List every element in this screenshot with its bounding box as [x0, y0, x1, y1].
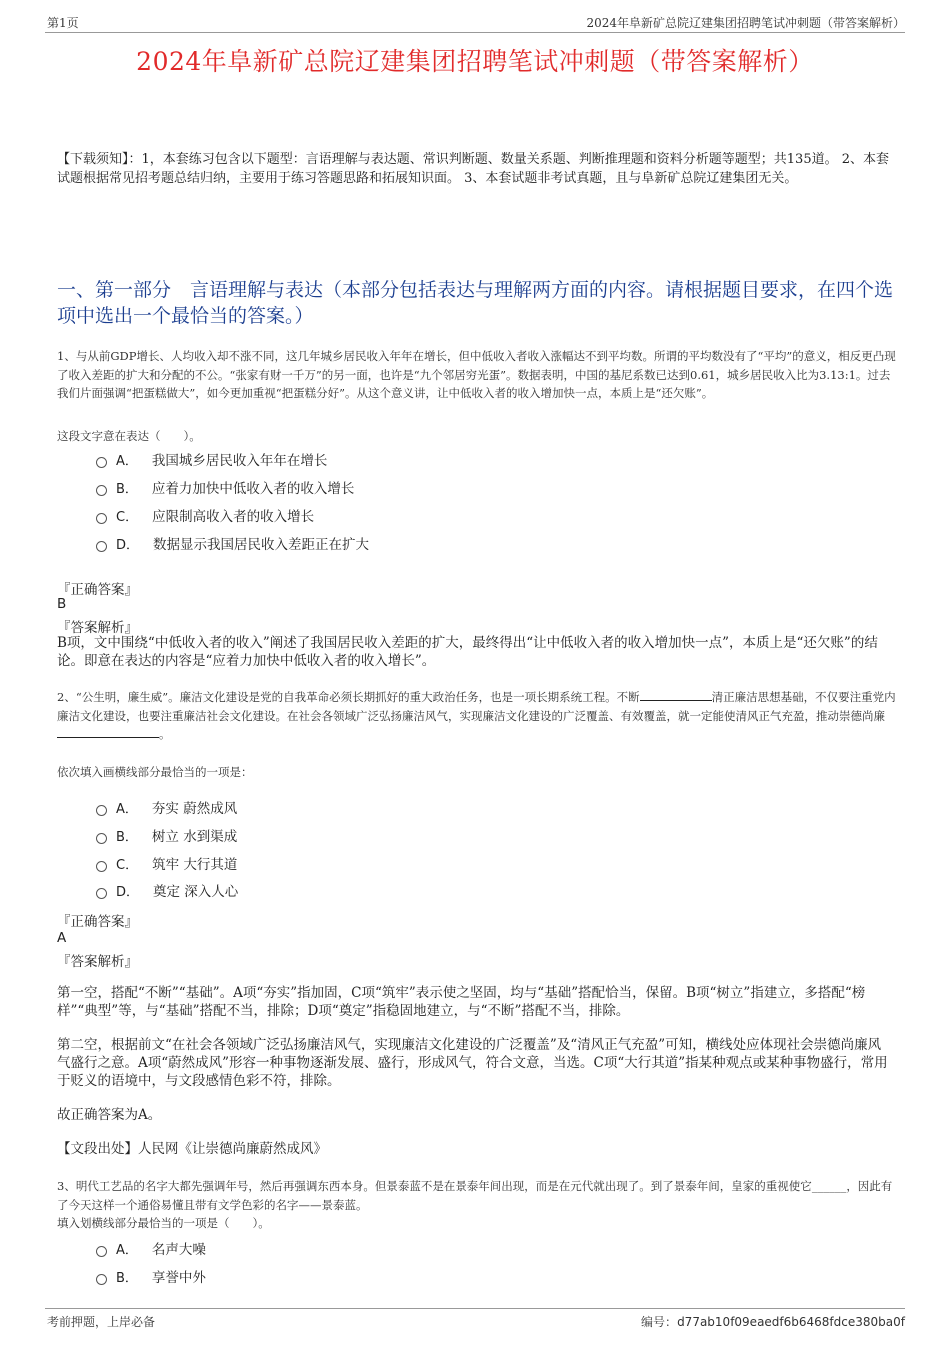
question-1-prompt: 这段文字意在表达（ ）。 — [57, 429, 201, 443]
header-divider — [45, 32, 905, 33]
question-1-option-a[interactable]: A． 我国城乡居民收入年年在增长 — [96, 449, 327, 469]
radio-icon[interactable] — [96, 888, 107, 899]
question-2-prompt: 依次填入画横线部分最恰当的一项是： — [57, 765, 253, 779]
radio-icon[interactable] — [96, 541, 107, 552]
question-1-option-c[interactable]: C． 应限制高收入者的收入增长 — [96, 505, 314, 525]
question-3-option-b[interactable]: B． 享誉中外 — [96, 1266, 206, 1286]
question-2-source: 【文段出处】人民网《让崇德尚廉蔚然成风》 — [57, 1141, 327, 1157]
fill-blank — [640, 688, 712, 701]
radio-icon[interactable] — [96, 513, 107, 524]
question-1-correct-answer-label: 『正确答案』 — [57, 582, 138, 598]
question-1-stem: 1、与从前GDP增长、人均收入却不涨不同，这几年城乡居民收入年年在增长，但中低收入者收入涨幅达不到平均数。所谓的平均数没有了“平均”的意义，相反更凸现了收入差距的扩大和分配的不公。“张家有财一千万”的另一面，也许是“九个邻居穷光蛋”。数据表明，中国的基尼系数已达到0.61，城乡居民收入比为3.13:1。过去我们片面强调“把蛋糕做大”，如今更加重视“把蛋糕分好”。从这个意义讲，让中低收入者的收入增加快一点，本质上是“还欠账”。 — [57, 349, 896, 400]
question-1-answer: B — [57, 596, 67, 612]
question-2-answer: A — [57, 930, 67, 946]
question-2-explanation-label: 『答案解析』 — [57, 954, 138, 970]
page-title: 2024年阜新矿总院辽建集团招聘笔试冲刺题（带答案解析） — [136, 47, 814, 76]
header-doc-title: 2024年阜新矿总院辽建集团招聘笔试冲刺题（带答案解析） — [586, 16, 905, 30]
page-number: 第1页 — [47, 16, 79, 30]
question-1-option-d[interactable]: D． 数据显示我国居民收入差距正在扩大 — [96, 533, 369, 553]
question-1-explanation: B项，文中围绕“中低收入者的收入”阐述了我国居民收入差距的扩大，最终得出“让中低收入者的收入增加快一点”，本质上是“还欠账”的结论。即意在表达的内容是“应着力加快中低收入者的收入增长”。 — [57, 635, 878, 669]
question-3-option-a[interactable]: A． 名声大噪 — [96, 1238, 206, 1258]
question-2-stem: 2、“公生明，廉生威”。廉洁文化建设是党的自我革命必须长期抓好的重大政治任务，也是一项长期系统工程。不断 清正廉洁思想基础，不仅要注重党内廉洁文化建设，也要注重廉洁社会文化建设。在社会各领域广泛弘扬廉洁风气，实现廉洁文化建设的广泛覆盖、有效覆盖，就一定能使清风正气充盈，推动崇德尚廉。 — [57, 690, 896, 741]
radio-icon[interactable] — [96, 1274, 107, 1285]
question-2-option-a[interactable]: A． 夯实 蔚然成风 — [96, 797, 237, 817]
radio-icon[interactable] — [96, 457, 107, 468]
question-1-option-b[interactable]: B． 应着力加快中低收入者的收入增长 — [96, 477, 354, 497]
footer-code: 编号：d77ab10f09eaedf6b6468fdce380ba0f — [641, 1315, 905, 1329]
footer-slogan: 考前押题，上岸必备 — [47, 1315, 156, 1329]
question-3-stem: 3、明代工艺品的名字大都先强调年号，然后再强调东西本身。但景泰蓝不是在景泰年间出现，而是在元代就出现了。到了景泰年间，皇家的重视使它______，因此有了今天这样一个通俗易懂且带有文学色彩的名字——景泰蓝。 — [57, 1179, 893, 1212]
footer-divider — [45, 1308, 905, 1309]
question-2-explanation-3: 故正确答案为A。 — [57, 1107, 162, 1123]
radio-icon[interactable] — [96, 833, 107, 844]
fill-blank: ______ — [811, 1179, 847, 1193]
question-3-prompt: 填入划横线部分最恰当的一项是（ ）。 — [57, 1216, 270, 1230]
radio-icon[interactable] — [96, 805, 107, 816]
question-2-option-d[interactable]: D． 奠定 深入人心 — [96, 880, 238, 900]
question-2-option-c[interactable]: C． 筑牢 大行其道 — [96, 853, 237, 873]
radio-icon[interactable] — [96, 861, 107, 872]
fill-blank — [57, 725, 159, 738]
question-2-explanation-1: 第一空，搭配“不断”“基础”。A项“夯实”指加固，C项“筑牢”表示使之坚固，均与“基础”搭配恰当，保留。B项“树立”指建立，多搭配“榜样”“典型”等，与“基础”搭配不当，排除；D项“奠定”指稳固地建立，与“不断”搭配不当，排除。 — [57, 985, 866, 1019]
question-2-explanation-2: 第二空，根据前文“在社会各领域广泛弘扬廉洁风气，实现廉洁文化建设的广泛覆盖”及“清风正气充盈”可知，横线处应体现社会崇德尚廉风气盛行之意。A项“蔚然成风”形容一种事物逐渐发展、盛行，形成风气，符合文意，当选。C项“大行其道”指某种观点或某种事物盛行，常用于贬义的语境中，与文段感情色彩不符，排除。 — [57, 1037, 888, 1089]
question-2-correct-answer-label: 『正确答案』 — [57, 914, 138, 930]
question-1-explanation-label: 『答案解析』 — [57, 620, 138, 636]
section-heading: 一、第一部分 言语理解与表达（本部分包括表达与理解两方面的内容。请根据题目要求，在四个选项中选出一个最恰当的答案。） — [57, 279, 894, 327]
question-2-option-b[interactable]: B． 树立 水到渠成 — [96, 825, 237, 845]
radio-icon[interactable] — [96, 1246, 107, 1257]
download-notice: 【下载须知】：1，本套练习包含以下题型：言语理解与表达题、常识判断题、数量关系题、判断推理题和资料分析题等题型；共135道。 2、本套试题根据常见招考题总结归纳，主要用于练习答题思路和拓展知识面。 3、本套试题非考试真题，且与阜新矿总院辽建集团无关。 — [57, 152, 889, 186]
radio-icon[interactable] — [96, 485, 107, 496]
